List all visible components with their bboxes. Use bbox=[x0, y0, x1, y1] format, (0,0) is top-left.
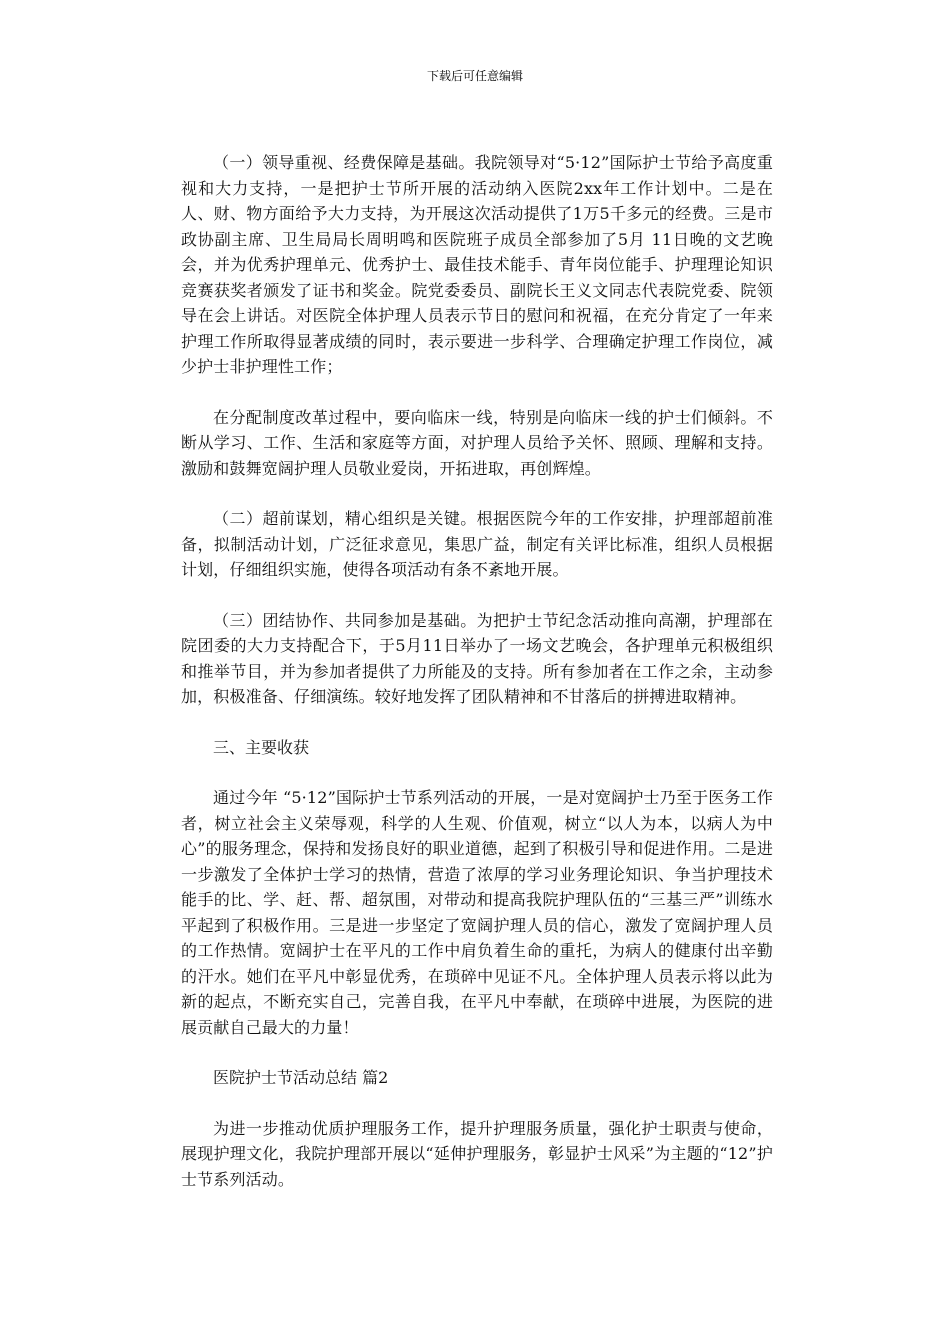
paragraph-teamwork: （三）团结协作、共同参加是基础。为把护士节纪念活动推向高潮，护理部在院团委的大力支持配合下，于5月11日举办了一场文艺晚会，各护理单元积极组织和推举节目，并为参加者提供了力所能及的支持。所有参加者在工作之余，主动参加，积极准备、仔细演练。较好地发挥了团队精神和不甘落后的拼搏进取精神。 bbox=[181, 610, 773, 706]
paragraph-distribution-reform: 在分配制度改革过程中，要向临床一线，特别是向临床一线的护士们倾斜。不断从学习、工作、生活和家庭等方面，对护理人员给予关怀、照顾、理解和支持。激励和鼓舞宽阔护理人员敬业爱岗，开拓进取，再创辉煌。 bbox=[181, 407, 773, 478]
section-heading-main-gains: 三、主要收获 bbox=[213, 737, 310, 757]
document-body bbox=[181, 150, 773, 1217]
section-heading-part-2: 医院护士节活动总结 篇2 bbox=[213, 1068, 389, 1087]
paragraph-part2-intro: 为进一步推动优质护理服务工作，提升护理服务质量，强化护士职责与使命，展现护理文化，我院护理部开展以“延伸护理服务，彰显护士风采”为主题的“12”护士节系列活动。 bbox=[181, 1118, 773, 1189]
page-header-note: 下载后可任意编辑 bbox=[426, 69, 523, 83]
paragraph-leadership: （一）领导重视、经费保障是基础。我院领导对“5·12”国际护士节给予高度重视和大力支持，一是把护士节所开展的活动纳入医院2xx年工作计划中。二是在人、财、物方面给予大力支持，为开展这次活动提供了1万5千多元的经费。三是市政协副主席、卫生局局长周明鸣和医院班子成员全部参加了5月 11日晚的文艺晚会，并为优秀护理单元、优秀护士、最佳技术能手、青年岗位能手、护理理论知识竞赛获奖者颁发了证书和奖金。院党委委员、副院长王义文同志代表院党委、院领导在会上讲话。对医院全体护理人员表示节日的慰问和祝福，在充分肯定了一年来护理工作所取得显著成绩的同时，表示要进一步科学、合理确定护理工作岗位，减少护士非护理性工作； bbox=[181, 153, 773, 376]
paragraph-planning: （二）超前谋划，精心组织是关键。根据医院今年的工作安排，护理部超前准备，拟制活动计划，广泛征求意见，集思广益，制定有关评比标准，组织人员根据计划，仔细组织实施，使得各项活动有条不紊地开展。 bbox=[181, 509, 773, 579]
paragraph-gains: 通过今年 “5·12”国际护士节系列活动的开展，一是对宽阔护士乃至于医务工作者，树立社会主义荣辱观，科学的人生观、价值观，树立“以人为本，以病人为中心”的服务理念，保持和发扬良好的职业道德，起到了积极引导和促进作用。二是进一步激发了全体护士学习的热情，营造了浓厚的学习业务理论知识、争当护理技术能手的比、学、赶、帮、超氛围，对带动和提高我院护理队伍的“三基三严”训练水平起到了积极作用。三是进一步坚定了宽阔护理人员的信心，激发了宽阔护理人员的工作热情。宽阔护士在平凡的工作中肩负着生命的重托，为病人的健康付出辛勤的汗水。她们在平凡中彰显优秀，在琐碎中见证不凡。全体护理人员表示将以此为新的起点，不断充实自己，完善自我，在平凡中奉献，在琐碎中进展，为医院的进展贡献自己最大的力量！ bbox=[181, 788, 773, 1037]
